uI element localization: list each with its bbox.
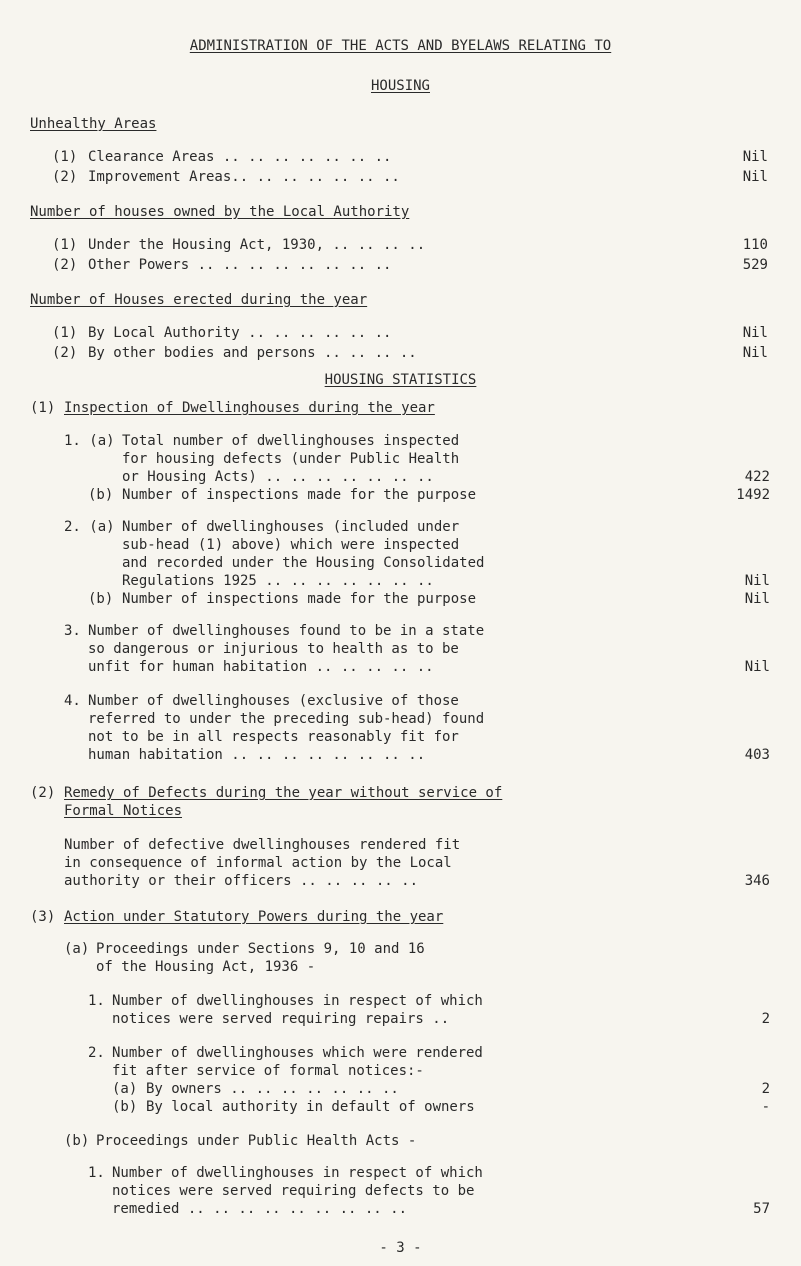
erected-item-label: By other bodies and persons .. .. .. .. [88,345,417,361]
owned-item-value: 529 [742,257,768,273]
statutory-b-line: Proceedings under Public Health Acts - [96,1133,417,1149]
statutory-a2-line: Number of dwellinghouses which were rendered [112,1045,483,1061]
unhealthy-item-label: Improvement Areas.. .. .. .. .. .. .. [88,169,400,185]
erected-item-value: Nil [742,345,768,361]
item1a-label: 1. (a) [64,433,115,449]
unhealthy-item-value: Nil [742,149,768,165]
item3-line: Number of dwellinghouses found to be in a state [88,623,485,639]
unhealthy-item-value: Nil [742,169,768,185]
item1b-label: (b) [88,487,114,503]
unhealthy-item-num: (2) [52,169,78,185]
item1a-value: 422 [744,469,770,485]
erected-heading: Number of Houses erected during the year [30,292,368,308]
item1a-line: or Housing Acts) .. .. .. .. .. .. .. [122,469,434,485]
item4-value: 403 [744,747,770,763]
item3-line: so dangerous or injurious to health as to be [88,641,459,657]
inspection-heading: Inspection of Dwellinghouses during the year [64,400,435,416]
statutory-a1-line: notices were served requiring repairs .. [112,1011,450,1027]
statutory-a2-line: fit after service of formal notices:- [112,1063,424,1079]
item1a-line: for housing defects (under Public Health [122,451,460,467]
item4-line: human habitation .. .. .. .. .. .. .. .. [88,747,426,763]
item4-line: not to be in all respects reasonably fit for [88,729,459,745]
remedy-heading: Formal Notices [64,803,183,819]
remedy-value: 346 [744,873,770,889]
item2a-line: sub-head (1) above) which were inspected [122,537,460,553]
remedy-heading: Remedy of Defects during the year without service of [64,785,503,801]
statutory-a2-label: 2. [88,1045,105,1061]
item2a-line: Regulations 1925 .. .. .. .. .. .. .. [122,573,434,589]
document-title: ADMINISTRATION OF THE ACTS AND BYELAWS RELATING TO [189,38,612,54]
unhealthy-item-num: (1) [52,149,78,165]
remedy-line: Number of defective dwellinghouses rendered fit [64,837,461,853]
item4-label: 4. [64,693,81,709]
item1b-value: 1492 [736,487,770,503]
owned-heading: Number of houses owned by the Local Authority [30,204,410,220]
item2b-value: Nil [744,591,770,607]
statutory-a2b-value: - [761,1099,770,1115]
item2a-line: Number of dwellinghouses (included under [122,519,460,535]
statutory-b1-line: Number of dwellinghouses in respect of which [112,1165,483,1181]
unhealthy-heading: Unhealthy Areas [30,116,157,132]
owned-item-num: (1) [52,237,78,253]
statistics-heading: HOUSING STATISTICS [324,372,477,388]
statutory-a2b-line: By local authority in default of owners [146,1099,475,1115]
page-number: - 3 - [379,1240,422,1256]
owned-item-label: Other Powers .. .. .. .. .. .. .. .. [88,257,392,273]
statutory-b-label: (b) [64,1133,90,1149]
owned-item-num: (2) [52,257,78,273]
item1a-line: Total number of dwellinghouses inspected [122,433,460,449]
remedy-line: in consequence of informal action by the Local [64,855,452,871]
item2a-line: and recorded under the Housing Consolidated [122,555,485,571]
owned-item-value: 110 [742,237,768,253]
statutory-a2b-label: (b) [112,1099,138,1115]
item4-line: referred to under the preceding sub-head) found [88,711,485,727]
owned-item-label: Under the Housing Act, 1930, .. .. .. .. [88,237,426,253]
statutory-b1-value: 57 [753,1201,770,1217]
statutory-b1-label: 1. [88,1165,105,1181]
inspection-num: (1) [30,400,56,416]
remedy-num: (2) [30,785,56,801]
statutory-b1-line: notices were served requiring defects to be [112,1183,475,1199]
statutory-heading: Action under Statutory Powers during the year [64,909,444,925]
statutory-a1-line: Number of dwellinghouses in respect of which [112,993,483,1009]
remedy-line: authority or their officers .. .. .. .. .. [64,873,419,889]
item2a-value: Nil [744,573,770,589]
item1b-line: Number of inspections made for the purpose [122,487,477,503]
item2b-label: (b) [88,591,114,607]
statutory-a2a-value: 2 [761,1081,770,1097]
item3-label: 3. [64,623,81,639]
item3-line: unfit for human habitation .. .. .. .. .. [88,659,434,675]
item2a-label: 2. (a) [64,519,115,535]
statutory-a1-label: 1. [88,993,105,1009]
statutory-num: (3) [30,909,56,925]
statutory-a2a-line: By owners .. .. .. .. .. .. .. [146,1081,399,1097]
statutory-a-label: (a) [64,941,90,957]
unhealthy-item-label: Clearance Areas .. .. .. .. .. .. .. [88,149,392,165]
statutory-a2a-label: (a) [112,1081,138,1097]
document-subtitle: HOUSING [370,78,430,94]
statutory-a-line: of the Housing Act, 1936 - [96,959,316,975]
item2b-line: Number of inspections made for the purpose [122,591,477,607]
statutory-a1-value: 2 [761,1011,770,1027]
statutory-b1-line: remedied .. .. .. .. .. .. .. .. .. [112,1201,408,1217]
erected-item-label: By Local Authority .. .. .. .. .. .. [88,325,392,341]
erected-item-num: (1) [52,325,78,341]
item4-line: Number of dwellinghouses (exclusive of those [88,693,459,709]
erected-item-value: Nil [742,325,768,341]
item3-value: Nil [744,659,770,675]
statutory-a-line: Proceedings under Sections 9, 10 and 16 [96,941,425,957]
erected-item-num: (2) [52,345,78,361]
